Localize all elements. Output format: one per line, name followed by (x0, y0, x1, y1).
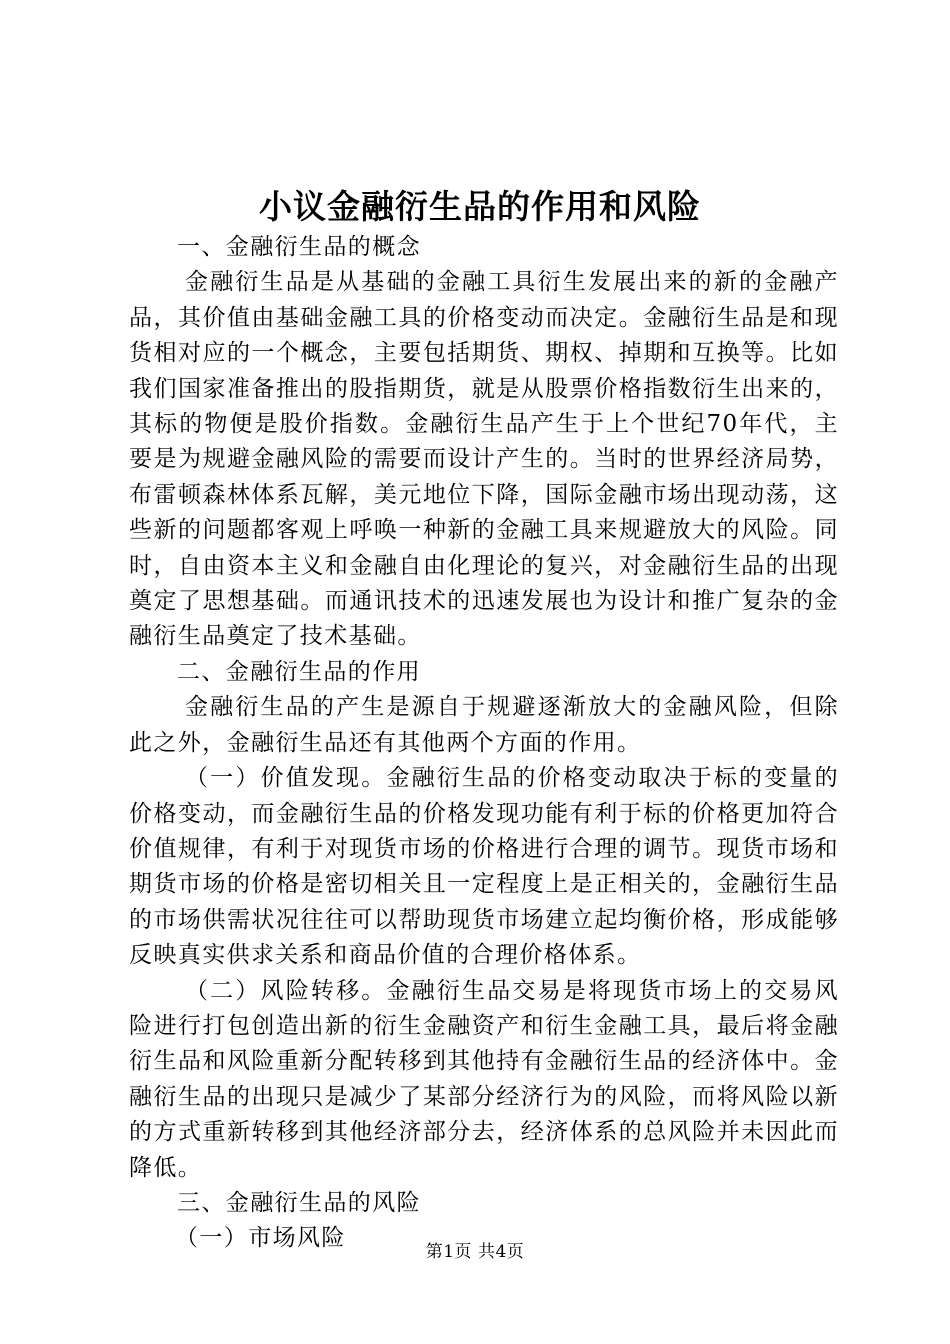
paragraph-concept: 金融衍生品是从基础的金融工具衍生发展出来的新的金融产品，其价值由基础金融工具的价格变动而决定。金融衍生品是和现货相对应的一个概念，主要包括期货、期权、掉期和互换等。比如我们国家准备推出的股指期货，就是从股票价格指数衍生出来的，其标的物便是股价指数。金融衍生品产生于上个世纪70年代，主要是为规避金融风险的需要而设计产生的。当时的世界经济局势，布雷顿森林体系瓦解，美元地位下降，国际金融市场出现动荡，这些新的问题都客观上呼唤一种新的金融工具来规避放大的风险。同时，自由资本主义和金融自由化理论的复兴，对金融衍生品的出现奠定了思想基础。而通讯技术的迅速发展也为设计和推广复杂的金融衍生品奠定了技术基础。 (129, 269, 839, 650)
document-title: 小议金融衍生品的作用和风险 (259, 187, 701, 226)
paragraph-value-discovery: （一）价值发现。金融衍生品的价格变动取决于标的变量的价格变动，而金融衍生品的价格发现功能有利于标的价格更加符合价值规律，有利于对现货市场的价格进行合理的调节。现货市场和期货市场的价格是密切相关且一定程度上是正相关的，金融衍生品的市场供需状况往往可以帮助现货市场建立起均衡价格，形成能够反映真实供求关系和商品价值的合理价格体系。 (129, 765, 839, 969)
document-body (129, 230, 839, 1257)
page-number-footer: 第1页 共4页 (425, 1242, 525, 1262)
section-heading-3: 三、金融衍生品的风险 (177, 1189, 421, 1216)
section-heading-2: 二、金融衍生品的作用 (177, 658, 421, 685)
paragraph-role-intro: 金融衍生品的产生是源自于规避逐渐放大的金融风险，但除此之外，金融衍生品还有其他两个方面的作用。 (129, 694, 839, 756)
paragraph-risk-transfer: （二）风险转移。金融衍生品交易是将现货市场上的交易风险进行打包创造出新的衍生金融资产和衍生金融工具，最后将金融衍生品和风险重新分配转移到其他持有金融衍生品的经济体中。金融衍生品的出现只是减少了某部分经济行为的风险，而将风险以新的方式重新转移到其他经济部分去，经济体系的总风险并未因此而降低。 (129, 977, 839, 1181)
section-heading-1: 一、金融衍生品的概念 (177, 234, 421, 260)
subsection-market-risk: （一）市场风险 (175, 1225, 346, 1252)
